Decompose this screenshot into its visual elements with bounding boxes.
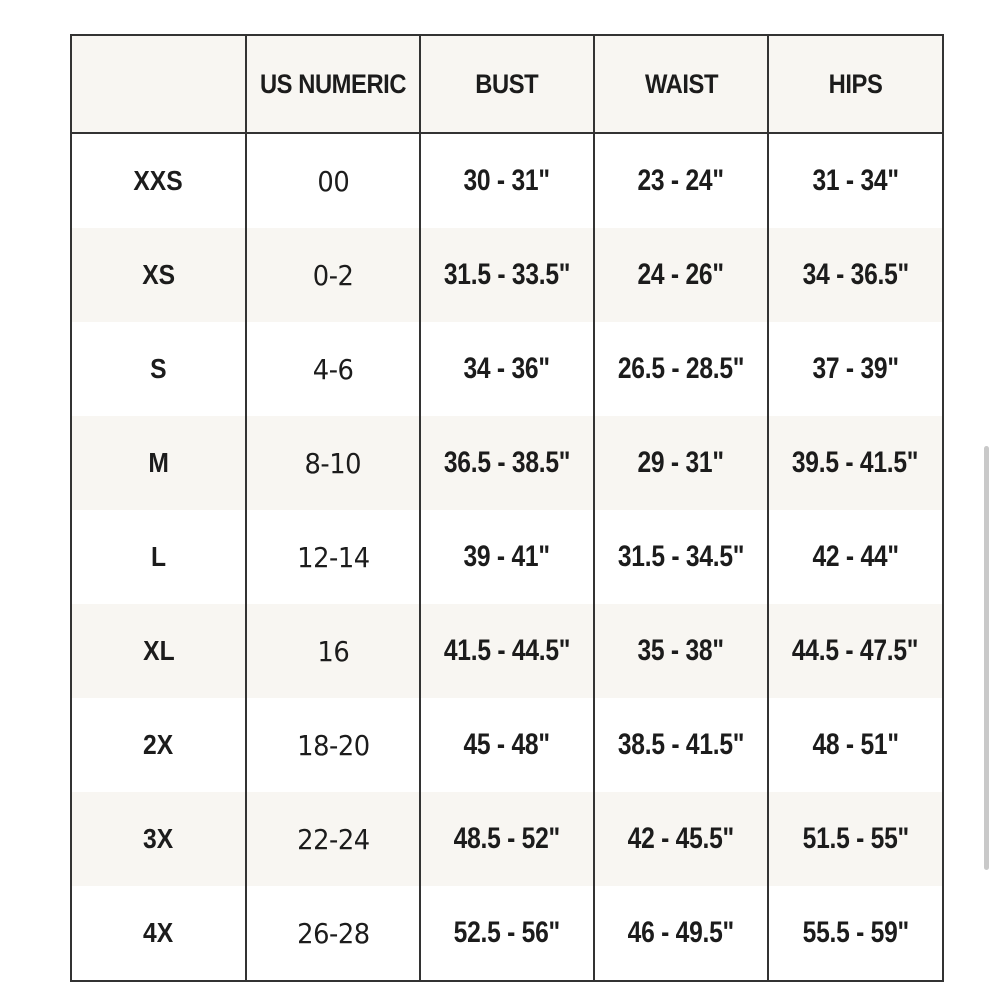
- table-row: [71, 133, 943, 228]
- header-us-numeric: US NUMERIC: [246, 35, 420, 133]
- bust-cell: 39 - 41": [420, 510, 594, 604]
- hips-cell: 55.5 - 59": [768, 886, 943, 981]
- header-row: [71, 35, 943, 133]
- vertical-scrollbar[interactable]: [984, 446, 989, 870]
- waist-cell: 35 - 38": [594, 604, 768, 698]
- table-row: [71, 792, 943, 886]
- bust-cell: 52.5 - 56": [420, 886, 594, 981]
- waist-cell: 38.5 - 41.5": [594, 698, 768, 792]
- table-row: [71, 886, 943, 981]
- size-chart-body: [71, 133, 943, 981]
- us-numeric-cell: 22-24: [246, 792, 420, 886]
- waist-cell: 29 - 31": [594, 416, 768, 510]
- waist-cell: 24 - 26": [594, 228, 768, 322]
- size-cell: XXS: [71, 133, 246, 228]
- hips-cell: 42 - 44": [768, 510, 943, 604]
- us-numeric-cell: 26-28: [246, 886, 420, 981]
- size-chart-table: [70, 34, 944, 982]
- us-numeric-cell: 0-2: [246, 228, 420, 322]
- hips-cell: 48 - 51": [768, 698, 943, 792]
- waist-cell: 23 - 24": [594, 133, 768, 228]
- size-chart-header: [71, 35, 943, 133]
- size-cell: XS: [71, 228, 246, 322]
- us-numeric-cell: 00: [246, 133, 420, 228]
- us-numeric-cell: 12-14: [246, 510, 420, 604]
- us-numeric-cell: 18-20: [246, 698, 420, 792]
- us-numeric-cell: 4-6: [246, 322, 420, 416]
- bust-cell: 36.5 - 38.5": [420, 416, 594, 510]
- size-cell: XL: [71, 604, 246, 698]
- table-row: [71, 322, 943, 416]
- bust-cell: 45 - 48": [420, 698, 594, 792]
- bust-cell: 31.5 - 33.5": [420, 228, 594, 322]
- hips-cell: 34 - 36.5": [768, 228, 943, 322]
- size-cell: 3X: [71, 792, 246, 886]
- us-numeric-cell: 16: [246, 604, 420, 698]
- waist-cell: 42 - 45.5": [594, 792, 768, 886]
- table-row: [71, 604, 943, 698]
- table-row: [71, 510, 943, 604]
- bust-cell: 30 - 31": [420, 133, 594, 228]
- header-hips: HIPS: [768, 35, 943, 133]
- hips-cell: 39.5 - 41.5": [768, 416, 943, 510]
- waist-cell: 26.5 - 28.5": [594, 322, 768, 416]
- hips-cell: 51.5 - 55": [768, 792, 943, 886]
- us-numeric-cell: 8-10: [246, 416, 420, 510]
- waist-cell: 31.5 - 34.5": [594, 510, 768, 604]
- size-cell: S: [71, 322, 246, 416]
- size-cell: M: [71, 416, 246, 510]
- table-row: [71, 416, 943, 510]
- table-row: [71, 228, 943, 322]
- size-cell: 2X: [71, 698, 246, 792]
- hips-cell: 37 - 39": [768, 322, 943, 416]
- table-row: [71, 698, 943, 792]
- header-size-corner: [71, 35, 246, 133]
- waist-cell: 46 - 49.5": [594, 886, 768, 981]
- bust-cell: 34 - 36": [420, 322, 594, 416]
- header-waist: WAIST: [594, 35, 768, 133]
- size-cell: L: [71, 510, 246, 604]
- bust-cell: 48.5 - 52": [420, 792, 594, 886]
- bust-cell: 41.5 - 44.5": [420, 604, 594, 698]
- hips-cell: 44.5 - 47.5": [768, 604, 943, 698]
- hips-cell: 31 - 34": [768, 133, 943, 228]
- size-cell: 4X: [71, 886, 246, 981]
- header-bust: BUST: [420, 35, 594, 133]
